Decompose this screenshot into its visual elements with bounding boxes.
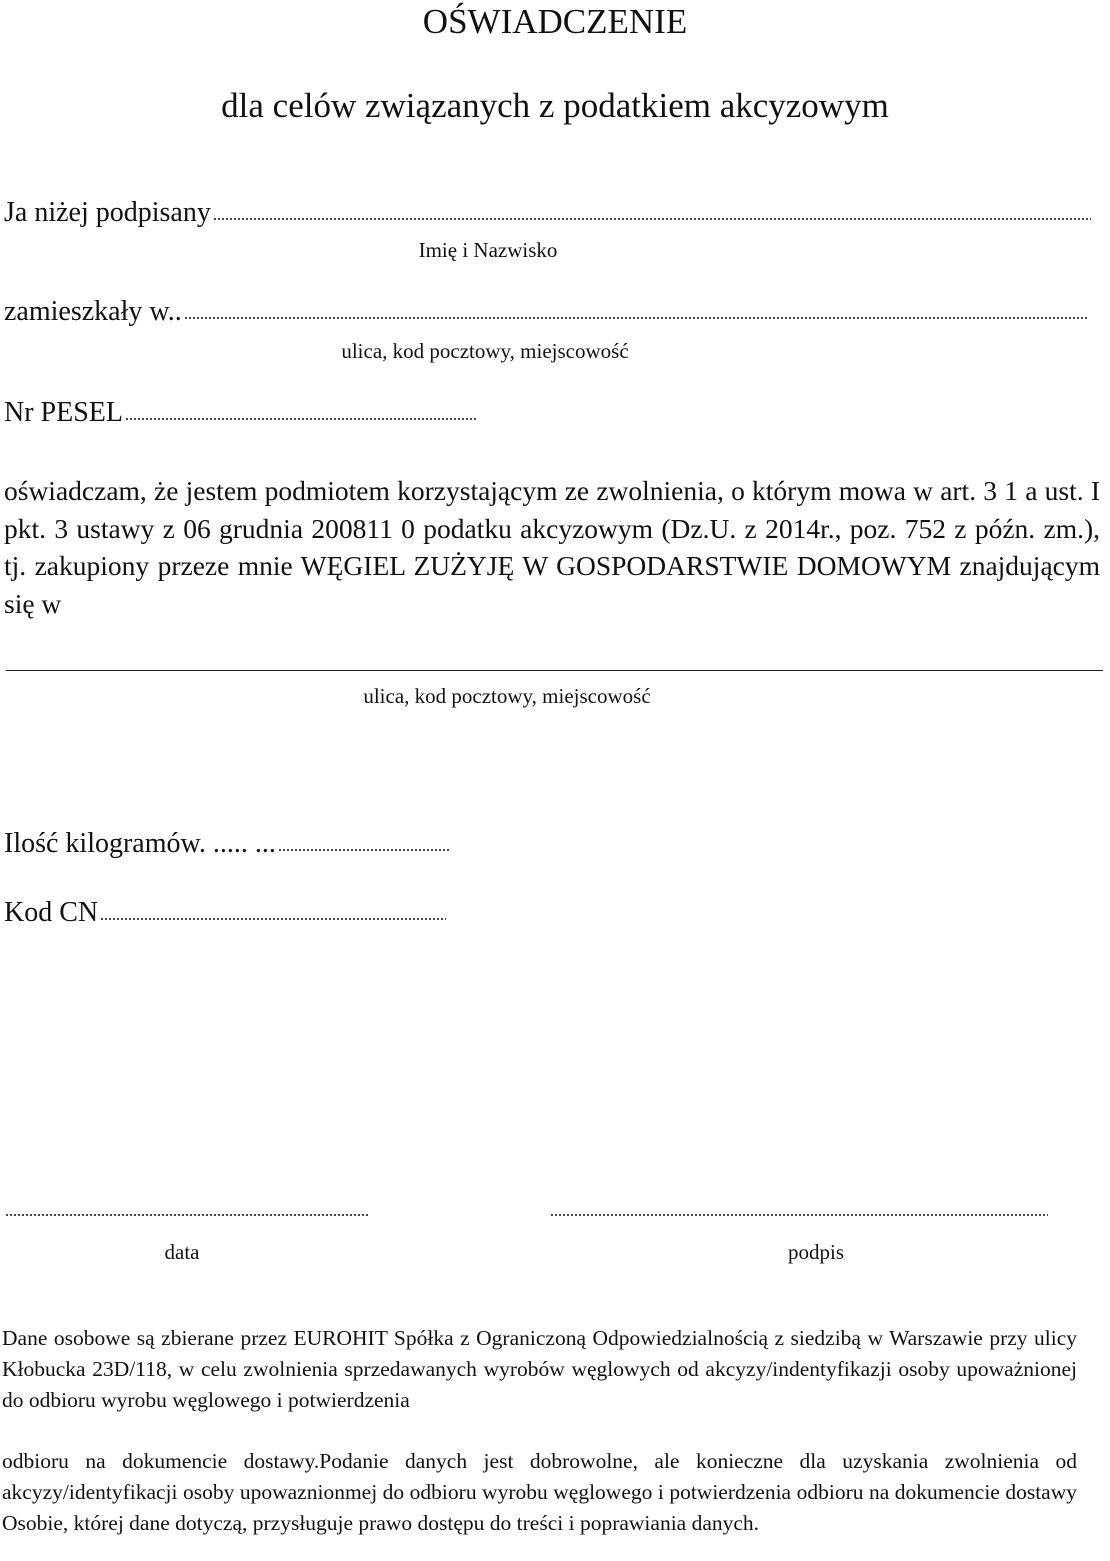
cn-code-field-label: Kod CN [4,897,99,928]
name-field-label: Ja niżej podpisany [4,197,211,228]
name-field-row [4,197,1091,229]
date-blank[interactable] [5,1213,369,1217]
signature-caption: podpis [787,1240,844,1264]
quantity-field-label: Ilość kilogramów. ..... ... [4,828,276,859]
property-address-caption: ulica, kod pocztowy, miejscowość [363,684,651,708]
residence-field-label: zamieszkały w.. [4,296,182,327]
pesel-field-label: Nr PESEL [4,397,123,428]
cn-code-field-row [4,897,446,929]
name-field-caption: Imię i Nazwisko [418,238,558,262]
residence-field-row [4,296,1089,328]
privacy-notice-paragraph-1: Dane osobowe są zbierane przez EUROHIT Spółka z Ograniczoną Odpowiedzialnością z siedzibą w Warszawie przy ulicy Kłobucka 23D/118, w celu zwolnienia sprzedawanych wyrobów węglowych od akcyzy/indentyfikazji osoby upoważnionej do odbioru wyrobu węglowego i potwierdzenia [2,1326,1077,1412]
residence-field-caption: ulica, kod pocztowy, miejscowość [341,339,629,363]
date-caption: data [164,1240,200,1264]
residence-field-blank[interactable] [184,316,1089,320]
pesel-field-blank[interactable] [125,417,477,421]
quantity-field-blank[interactable] [278,848,450,852]
privacy-notice-paragraph-2: odbioru na dokumencie dostawy.Podanie danych jest dobrowolne, ale konieczne dla uzyskania zwolnienia od akcyzy/identyfikacji osoby upowaznionmej do odbioru wyrobu węglowego i potwierdzenia odbioru na dokumencie dostawy Osobie, której dane dotyczą, przysługuje prawo dostępu do treści i poprawiania danych. [2,1449,1077,1535]
property-address-line[interactable] [6,670,1103,671]
document-subtitle: dla celów związanych z podatkiem akcyzowym [221,86,889,125]
quantity-field-row [4,828,450,860]
declaration-text: oświadczam, że jestem podmiotem korzystającym ze zwolnienia, o którym mowa w art. 3 1 a ust. I pkt. 3 ustawy z 06 grudnia 200811 0 podatku akcyzowym (Dz.U. z 2014r., poz. 752 z późn. zm.), tj. zakupiony przeze mnie WĘGIEL ZUŻYJĘ W GOSPODARSTWIE DOMOWYM znajdującym się w [4,475,1100,619]
name-field-blank[interactable] [213,217,1091,221]
cn-code-field-blank[interactable] [100,917,446,921]
signature-blank[interactable] [550,1213,1048,1217]
document-title: OŚWIADCZENIE [422,2,688,41]
pesel-field-row [4,397,477,429]
